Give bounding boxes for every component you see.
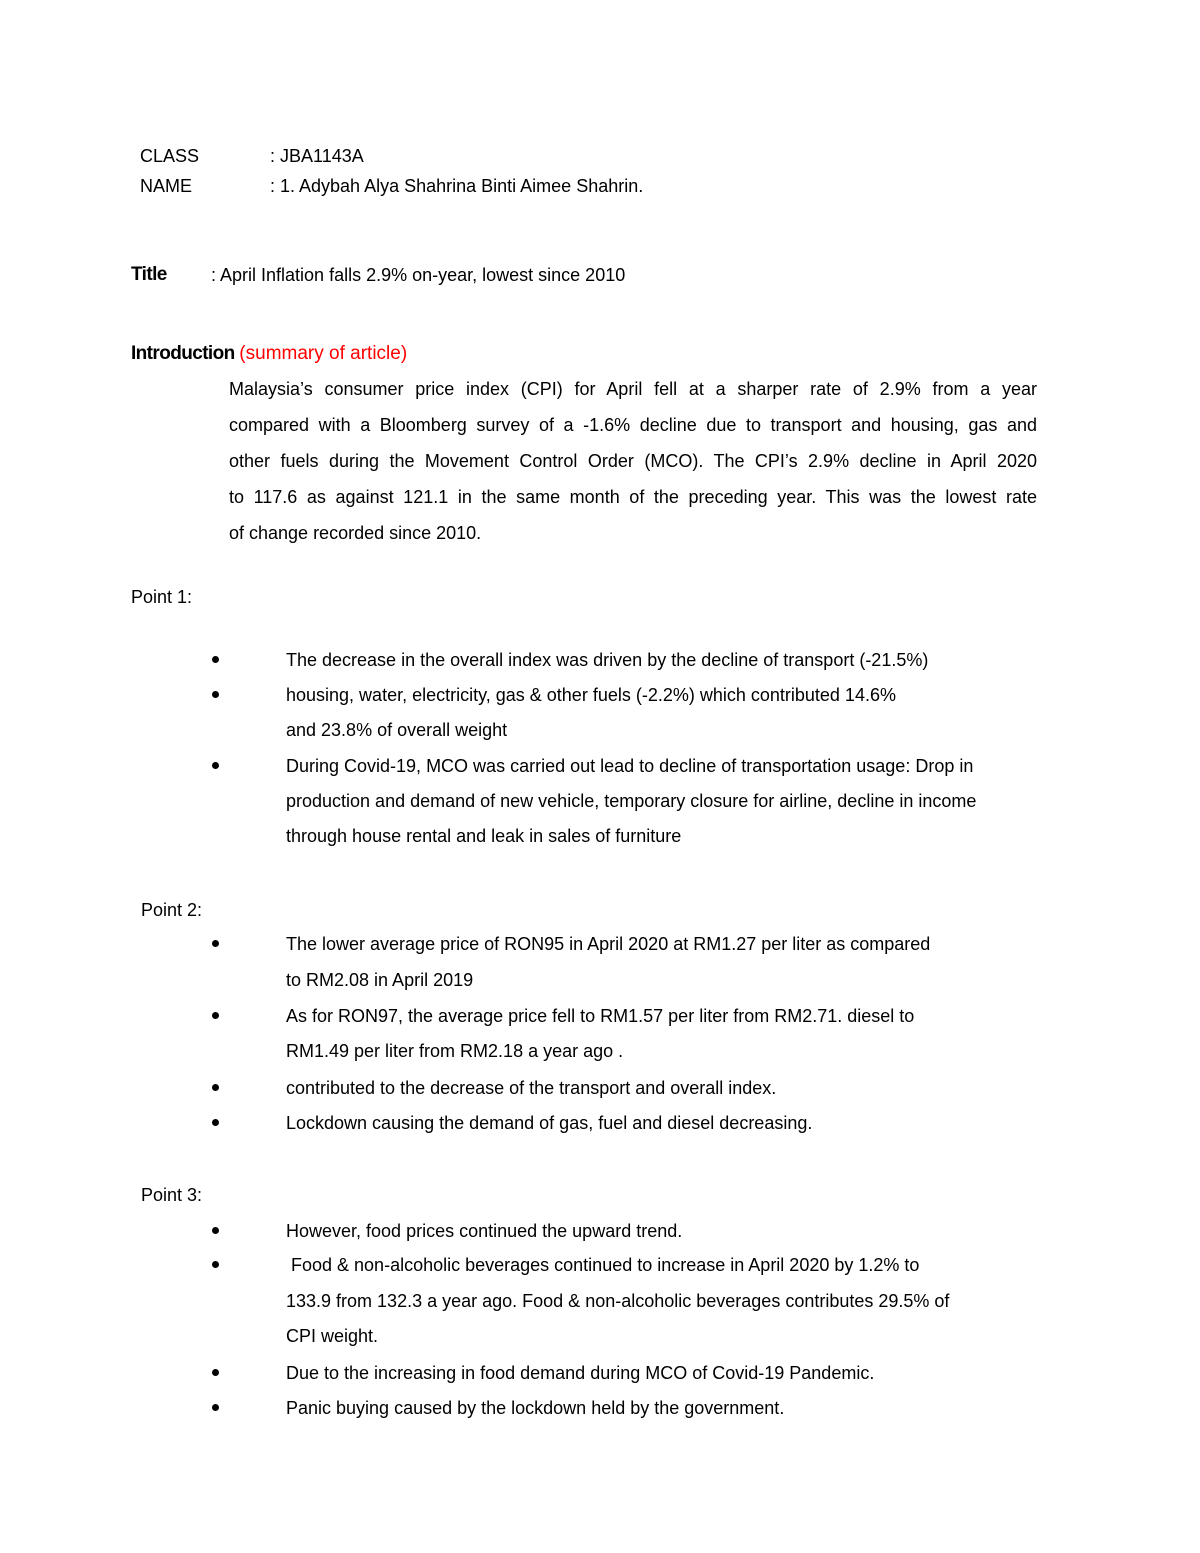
introduction-heading <box>131 343 407 365</box>
bullet-dot-icon <box>211 939 221 949</box>
introduction-note: (summary of article) <box>239 343 408 364</box>
bullet-dot-icon <box>211 1118 221 1128</box>
point-2-bullet-1-line-2: to RM2.08 in April 2019 <box>286 970 474 990</box>
point-2-bullet-1-line-1: The lower average price of RON95 in April 2020 at RM1.27 per liter as compared <box>286 934 931 954</box>
intro-line-2: compared with a Bloomberg survey of a -1.6% decline due to transport and housing, gas and <box>229 415 1037 435</box>
point-1-bullet-2-line-1: housing, water, electricity, gas & other fuels (-2.2%) which contributed 14.6% <box>286 685 896 705</box>
class-value: : JBA1143A <box>270 146 364 166</box>
point-3-bullet-2-line-3: CPI weight. <box>286 1326 379 1346</box>
bullet-dot-icon <box>211 1368 221 1378</box>
point-1-label: Point 1: <box>131 587 193 607</box>
bullet-dot-icon <box>211 761 221 771</box>
point-2-label: Point 2: <box>141 900 203 920</box>
intro-line-4: to 117.6 as against 121.1 in the same month of the preceding year. This was the lowest rate <box>229 487 1037 507</box>
point-3-label: Point 3: <box>141 1185 203 1205</box>
title-value: : April Inflation falls 2.9% on-year, lowest since 2010 <box>211 265 626 285</box>
intro-line-5: of change recorded since 2010. <box>229 523 482 543</box>
class-label: CLASS <box>140 146 200 166</box>
point-2-bullet-2-line-1: As for RON97, the average price fell to RM1.57 per liter from RM2.71. diesel to <box>286 1006 915 1026</box>
title-label: Title <box>131 264 167 285</box>
intro-line-3: other fuels during the Movement Control Order (MCO). The CPI’s 2.9% decline in April 2020 <box>229 451 1037 471</box>
point-2-bullet-2-line-2: RM1.49 per liter from RM2.18 a year ago . <box>286 1041 624 1061</box>
bullet-dot-icon <box>211 1083 221 1093</box>
bullet-dot-icon <box>211 1226 221 1236</box>
point-3-bullet-4-line-1: Panic buying caused by the lockdown held by the government. <box>286 1398 785 1418</box>
bullet-dot-icon <box>211 1011 221 1021</box>
point-2-bullet-4-line-1: Lockdown causing the demand of gas, fuel and diesel decreasing. <box>286 1113 813 1133</box>
point-3-bullet-2-line-2: 133.9 from 132.3 a year ago. Food & non-alcoholic beverages contributes 29.5% of <box>286 1291 950 1311</box>
point-1-bullet-2-line-2: and 23.8% of overall weight <box>286 720 508 740</box>
bullet-dot-icon <box>211 1260 221 1270</box>
point-1-bullet-3-line-1: During Covid-19, MCO was carried out lead to decline of transportation usage: Drop in <box>286 756 974 776</box>
point-1-bullet-3-line-3: through house rental and leak in sales of furniture <box>286 826 682 846</box>
introduction-label: Introduction <box>131 343 235 364</box>
bullet-dot-icon <box>211 655 221 665</box>
point-1-bullet-3-line-2: production and demand of new vehicle, temporary closure for airline, decline in income <box>286 791 977 811</box>
bullet-dot-icon <box>211 690 221 700</box>
bullet-dot-icon <box>211 1403 221 1413</box>
point-1-bullet-1-line-1: The decrease in the overall index was driven by the decline of transport (-21.5%) <box>286 650 929 670</box>
point-3-bullet-2-line-1: Food & non-alcoholic beverages continued to increase in April 2020 by 1.2% to <box>286 1255 920 1275</box>
name-value: : 1. Adybah Alya Shahrina Binti Aimee Shahrin. <box>270 176 644 196</box>
intro-line-1: Malaysia’s consumer price index (CPI) for April fell at a sharper rate of 2.9% from a year <box>229 379 1037 399</box>
point-2-bullet-3-line-1: contributed to the decrease of the transport and overall index. <box>286 1078 777 1098</box>
point-3-bullet-1-line-1: However, food prices continued the upward trend. <box>286 1221 683 1241</box>
name-label: NAME <box>140 176 193 196</box>
point-3-bullet-3-line-1: Due to the increasing in food demand during MCO of Covid-19 Pandemic. <box>286 1363 875 1383</box>
